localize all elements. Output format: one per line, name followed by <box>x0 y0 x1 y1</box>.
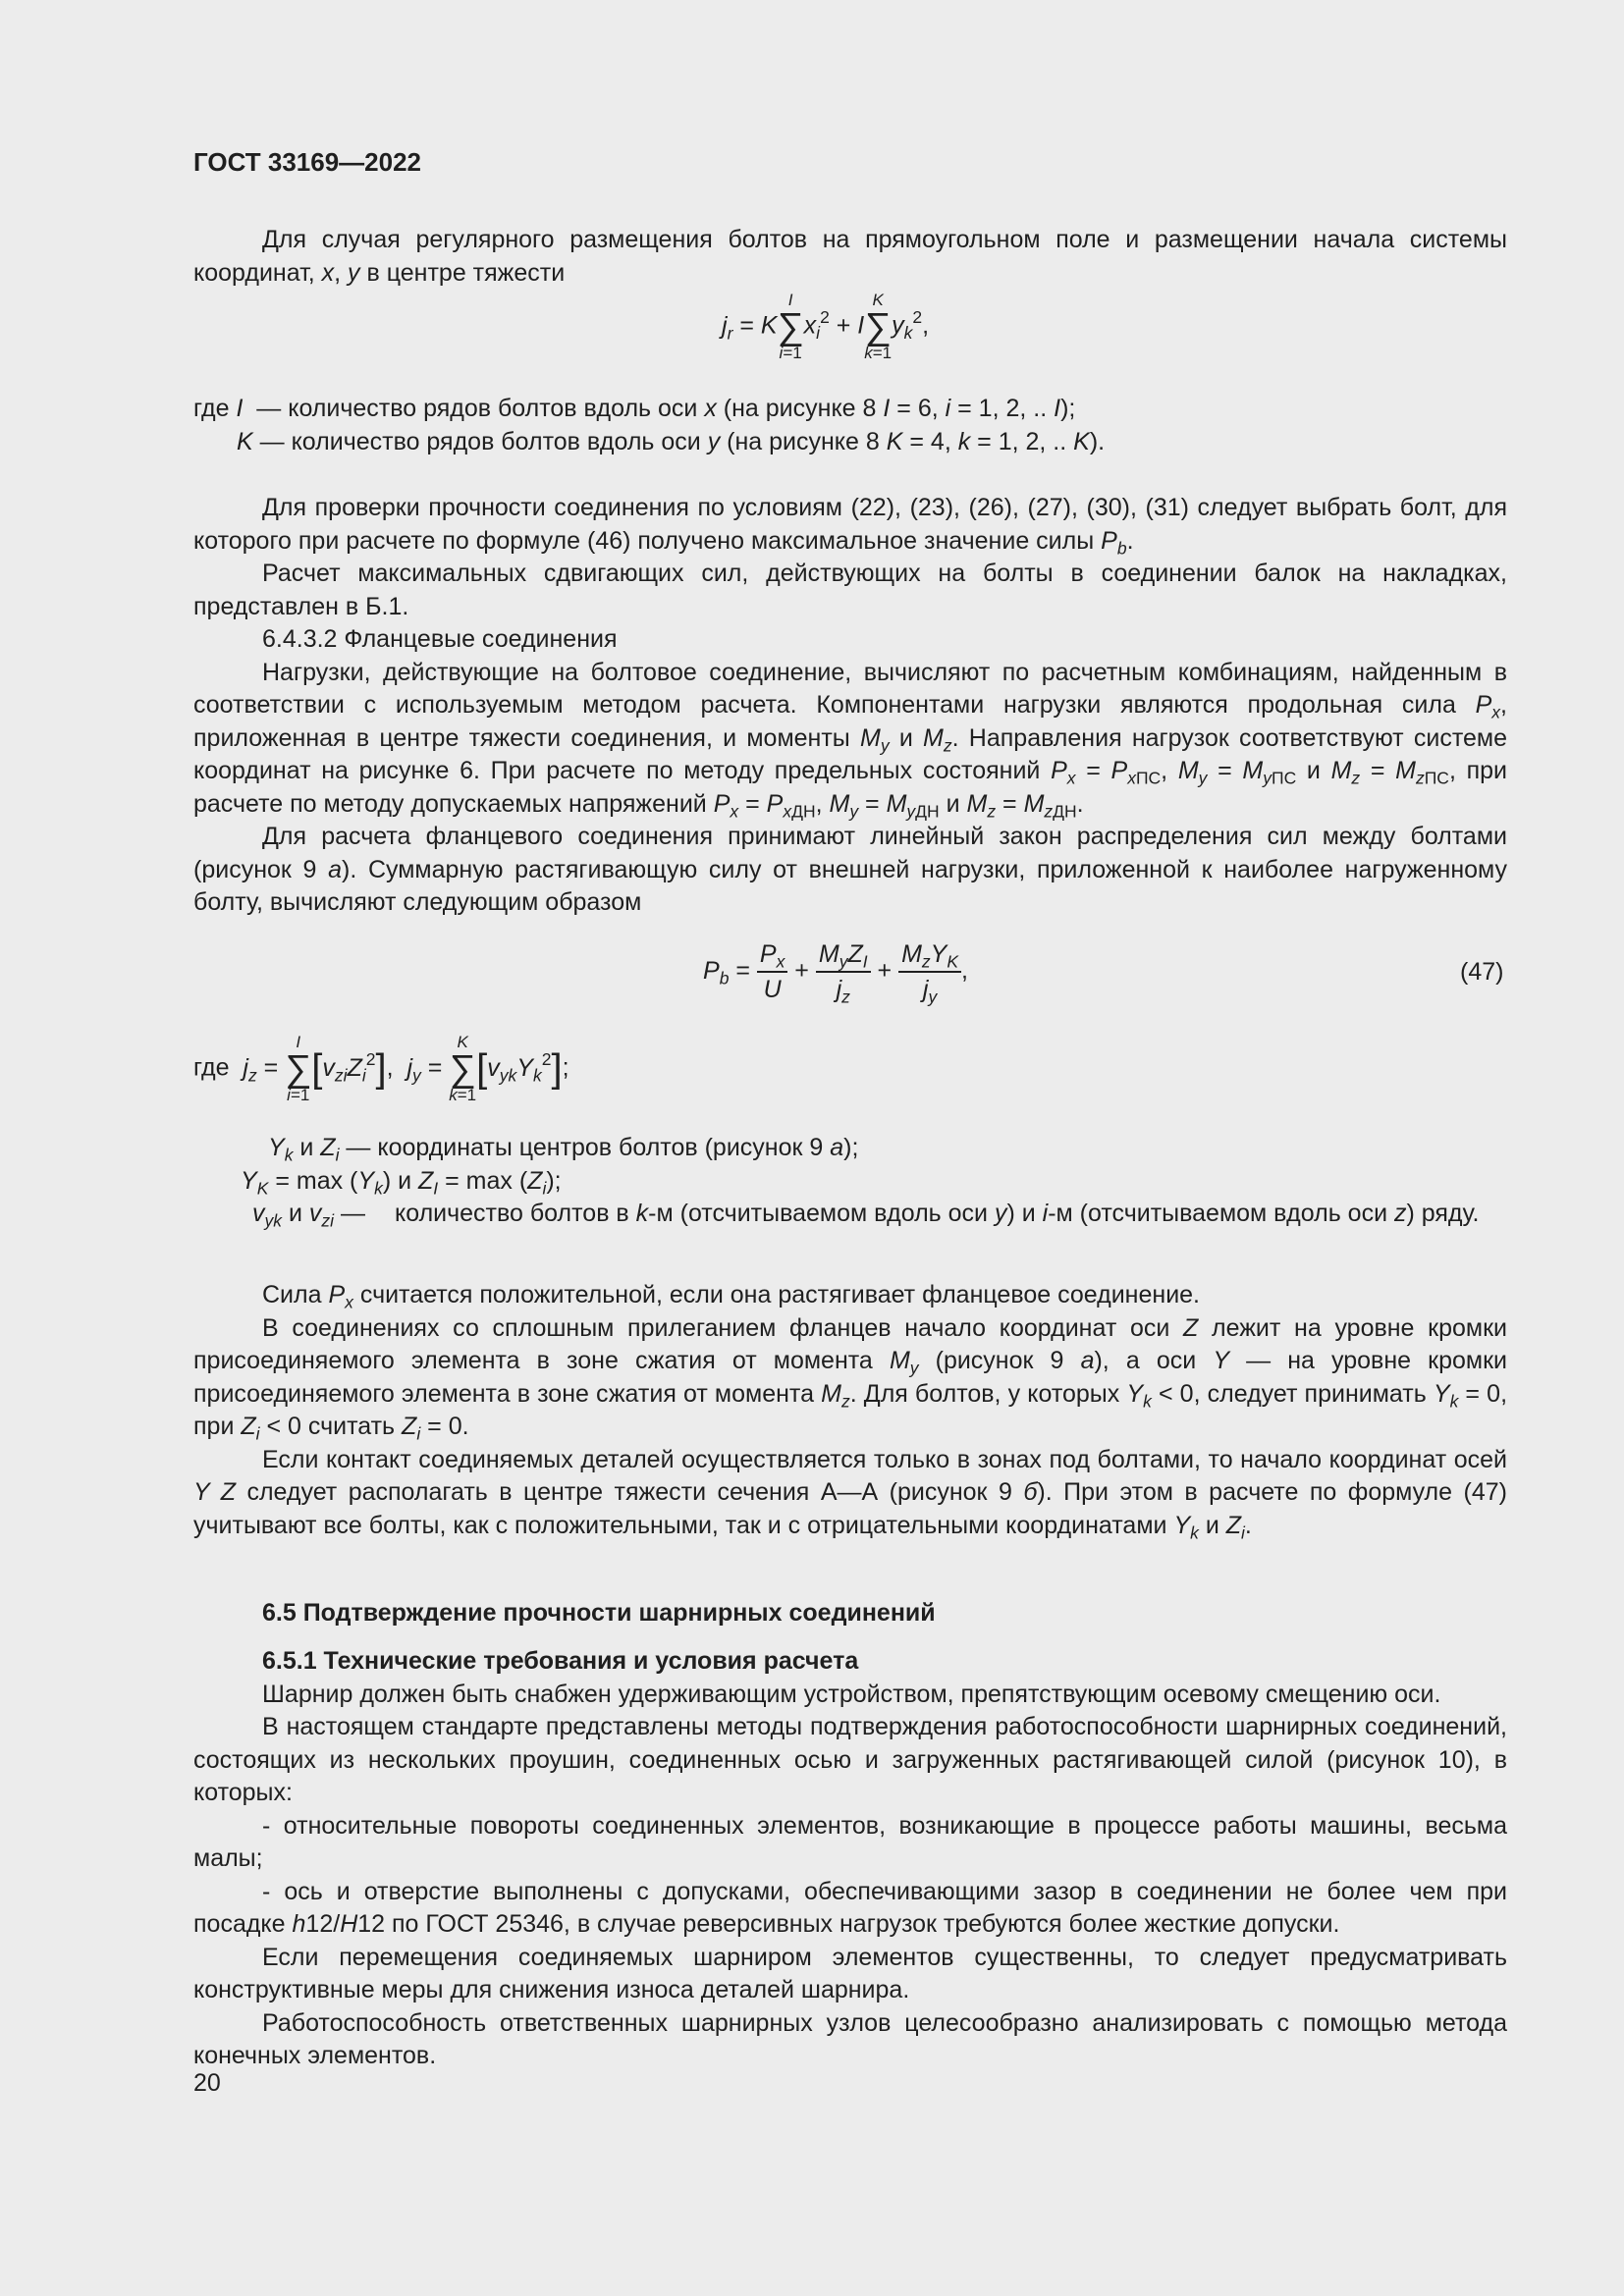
subsection-heading: 6.5.1 Технические требования и условия расчета <box>262 1647 859 1675</box>
definition-row: K — количество рядов болтов вдоль оси y (на рисунке 8 K = 4, k = 1, 2, .. K). <box>237 427 1106 455</box>
paragraph: Расчет максимальных сдвигающих сил, действующих на болты в соединении балок на накладках, представлен в Б.1. <box>193 560 1507 620</box>
page-number: 20 <box>193 2069 221 2097</box>
section-6-5-1 <box>193 1645 1507 2073</box>
paragraph: В соединениях со сплошным прилеганием фланцев начало координат оси Z лежит на уровне кромки присоединяемого элемента в зоне сжатия от момента $M_y$ (рисунок 9 а), а оси Y — на уровне кромки присоединяемого элемента в зоне сжатия от момента $M_z$. Для болтов, у которых $Y_k < 0$, следует принимать $Y_k = 0$, при $Z_i < 0$ считать $Z_i = 0$. <box>193 1313 1508 1444</box>
definition-row: где I — количество рядов болтов вдоль оси x (на рисунке 8 I = 6, i = 1, 2, .. I); <box>193 395 1076 422</box>
text-block-3 <box>193 1279 1507 1542</box>
equation-number: (47) <box>1460 958 1504 986</box>
paragraph: Если контакт соединяемых деталей осуществляется только в зонах под болтами, то начало координат осей Y Z следует располагать в центре тяжести сечения А—А (рисунок 9 б). При этом в расчете по формуле (47) учитывают все болты, как с положительными, так и с отрицательными координатами $Y_k$ и $Z_i$. <box>193 1445 1507 1542</box>
paragraph: Сила $P_x$ считается положительной, если она растягивает фланцевое соединение. <box>262 1281 1201 1312</box>
section-6-5 <box>193 1597 1507 1630</box>
paragraph: Для расчета фланцевого соединения принимают линейный закон распределения сил между болтами (рисунок 9 а). Суммарную растягивающую силу от внешней нагрузки, приложенной к наиболее нагруженному болту, вычисляют следующим образом <box>193 823 1507 916</box>
text-block-1 <box>193 224 1507 290</box>
text-block-2 <box>193 492 1507 920</box>
where-block-1 <box>193 393 1507 458</box>
paragraph: - ось и отверстие выполнены с допусками, обеспечивающими зазор в соединении не более чем при посадке h12/H12 по ГОСТ 25346, в случае реверсивных нагрузок требуются более жесткие допуски. <box>193 1877 1507 1938</box>
formula-jz-jy: где $j_z$ = I ∑ i=1 $[v_{zi}Z_i^2]$, $j_y$ = K ∑ k=1 $[v_{yk}Y_k^2]$; <box>193 1033 569 1104</box>
definition-row: $Y_K = \max (Y_k)$ и $Z_I = \max (Z_i)$; <box>241 1166 562 1198</box>
subsection-title: 6.4.3.2 Фланцевые соединения <box>262 625 618 653</box>
where-block-2 <box>193 1132 1507 1231</box>
paragraph: Если перемещения соединяемых шарниром элементов существенны, то следует предусматривать конструктивные меры для снижения износа деталей шарнира. <box>193 1943 1507 2003</box>
document-header: ГОСТ 33169—2022 <box>193 147 421 177</box>
formula-47: $P_b$ = $\frac{P_x}{U}$ + $\frac{M_yZ_I}{j_z}$ + $\frac{M_zY_K}{j_y}$ , <box>703 937 968 1006</box>
definition-row: $Y_k$ и $Z_i$ — координаты центров болтов (рисунок 9 а); <box>268 1134 859 1165</box>
paragraph: В настоящем стандарте представлены методы подтверждения работоспособности шарнирных соединений, состоящих из нескольких проушин, соединенных осью и загруженных растягивающей силой (рисунок 10), в которых: <box>193 1713 1507 1806</box>
paragraph: Работоспособность ответственных шарнирных узлов целесообразно анализировать с помощью метода конечных элементов. <box>193 2008 1507 2069</box>
definition-row: $v_{yk}$ и $v_{zi}$ — количество болтов в k-м (отсчитываемом вдоль оси y) и i-м (отсчитываемом вдоль оси z) ряду. <box>252 1200 1480 1231</box>
formula-jr: $j_r = K$ I ∑ i=1 $x_i^2 + I$ K ∑ k=1 $y_k^2$, <box>722 291 930 362</box>
paragraph: Шарнир должен быть снабжен удерживающим устройством, препятствующим осевому смещению оси. <box>262 1680 1441 1708</box>
paragraph: Для случая регулярного размещения болтов на прямоугольном поле и размещении начала системы координат, x, y в центре тяжести <box>193 226 1507 287</box>
section-heading: 6.5 Подтверждение прочности шарнирных соединений <box>262 1599 936 1627</box>
paragraph: Для проверки прочности соединения по условиям (22), (23), (26), (27), (30), (31) следует выбрать болт, для которого при расчете по формуле (46) получено максимальное значение силы $P_b$. <box>193 494 1507 558</box>
paragraph: - относительные повороты соединенных элементов, возникающие в процессе работы машины, весьма малы; <box>193 1811 1507 1872</box>
paragraph: Нагрузки, действующие на болтовое соединение, вычисляют по расчетным комбинациям, найденным в соответствии с используемым методом расчета. Компонентами нагрузки являются продольная сила $P_x$, приложенная в центре тяжести соединения, и моменты $M_y$ и $M_z$. Направления нагрузок соответствуют системе координат на рисунке 6. При расчете по методу предельных состояний $P_x = P_{xПС}$, $M_y = M_{yПС}$ и $M_z = M_{zПС}$, при расчете по методу допускаемых напряжений $P_x = P_{xДН}$, $M_y = M_{yДН}$ и $M_z = M_{zДН}$. <box>193 658 1507 821</box>
